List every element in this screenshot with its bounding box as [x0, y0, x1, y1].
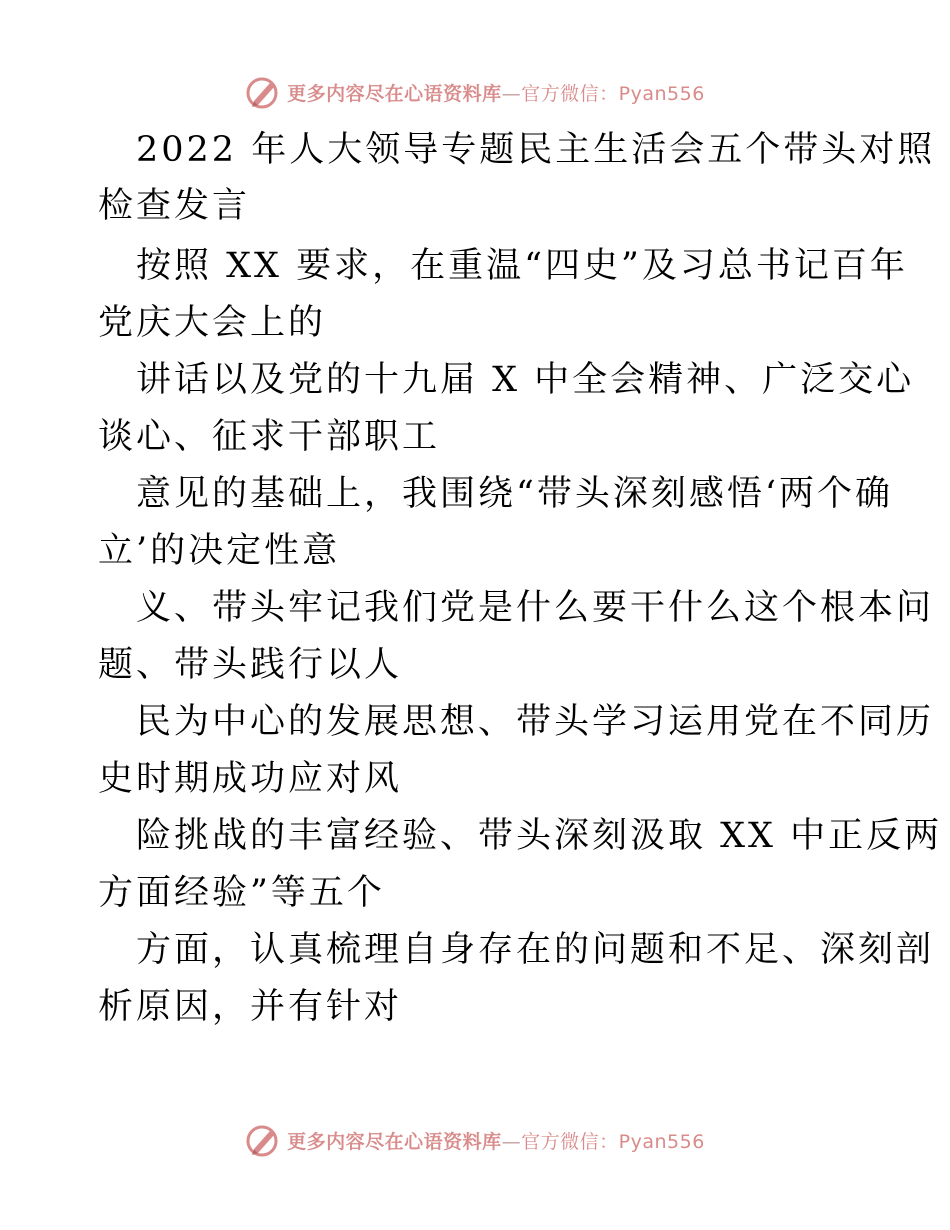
watermark-separator: — — [501, 82, 522, 105]
paragraph — [98, 238, 908, 352]
paragraph-first-line: 险挑战的丰富经验、带头深刻汲取 XX 中正反两 — [136, 816, 943, 856]
paragraph — [98, 466, 894, 580]
document-title — [98, 122, 936, 234]
paragraph-continuation: 题、带头践行以人 — [98, 645, 403, 685]
paragraph-continuation: 党庆大会上的 — [98, 303, 327, 343]
pen-logo-icon — [245, 74, 281, 110]
watermark-separator: — — [501, 1130, 522, 1153]
watermark-brand: 更多内容尽在心语资料库 — [287, 82, 502, 105]
paragraph-first-line: 民为中心的发展思想、带头学习运用党在不同历 — [136, 702, 935, 742]
paragraph — [98, 580, 935, 694]
paragraph — [98, 922, 935, 1036]
paragraph-continuation: 谈心、征求干部职工 — [98, 417, 441, 457]
paragraph — [98, 352, 915, 466]
watermark-brand: 更多内容尽在心语资料库 — [287, 1130, 502, 1153]
watermark-footer — [0, 1118, 950, 1162]
document-body — [98, 122, 943, 1036]
title-line-2: 检查发言 — [98, 186, 251, 226]
paragraph — [98, 694, 935, 808]
paragraph-first-line: 方面，认真梳理自身存在的问题和不足、深刻剖 — [136, 930, 935, 970]
paragraph-continuation: 史时期成功应对风 — [98, 759, 403, 799]
paragraph-continuation: 析原因，并有针对 — [98, 987, 403, 1027]
paragraph-continuation: 方面经验”等五个 — [98, 873, 385, 913]
paragraph-first-line: 按照 XX 要求，在重温“四史”及习总书记百年 — [136, 246, 908, 286]
paragraph — [98, 808, 943, 922]
paragraph-first-line: 意见的基础上，我围绕“带头深刻感悟‘两个确 — [136, 474, 894, 514]
pen-logo-icon — [245, 1122, 281, 1158]
paragraph-continuation: 立’的决定性意 — [98, 531, 341, 571]
watermark-text — [287, 79, 705, 106]
paragraph-first-line: 义、带头牢记我们党是什么要干什么这个根本问 — [136, 588, 935, 628]
watermark-contact: 官方微信：Pyan556 — [521, 82, 705, 105]
watermark-header — [0, 70, 950, 114]
paragraph-first-line: 讲话以及党的十九届 X 中全会精神、广泛交心 — [136, 360, 915, 400]
watermark-contact: 官方微信：Pyan556 — [521, 1130, 705, 1153]
title-line-1: 2022 年人大领导专题民主生活会五个带头对照 — [136, 130, 936, 170]
watermark-text — [287, 1127, 705, 1154]
